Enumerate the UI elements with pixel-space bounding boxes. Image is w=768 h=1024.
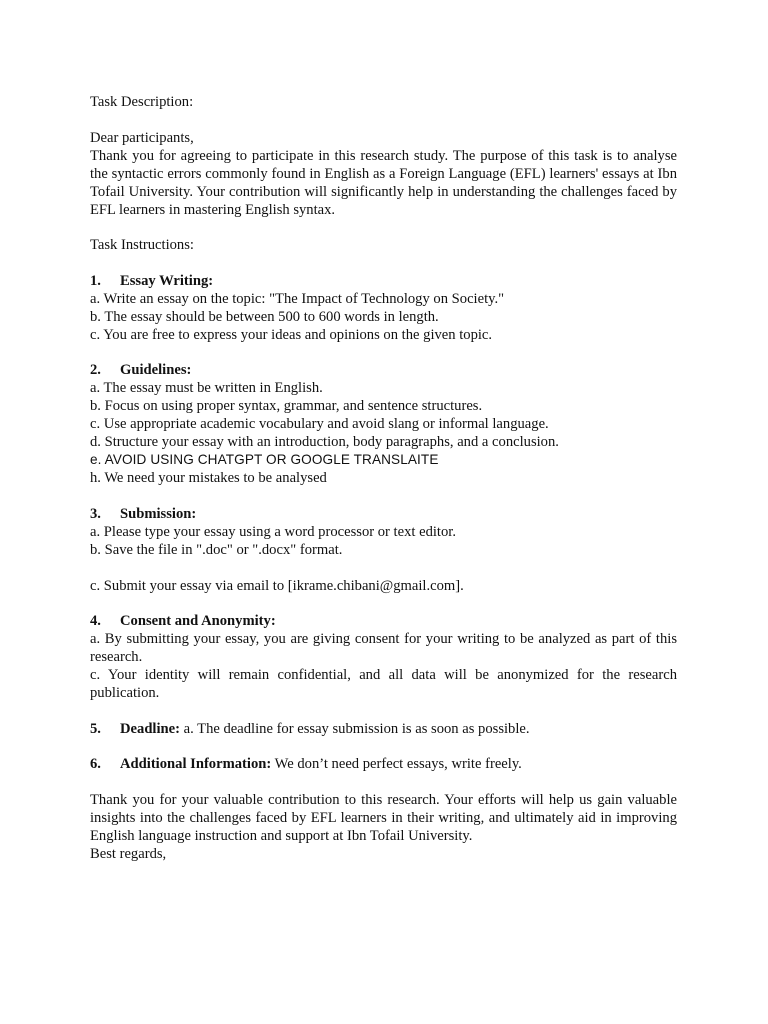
- section-heading: [90, 272, 677, 290]
- list-item: c. Your identity will remain confidential, and all data will be anonymized for the research publication.: [90, 667, 677, 702]
- list-item: a. By submitting your essay, you are giving consent for your writing to be analyzed as part of this research.: [90, 631, 677, 666]
- greeting: Dear participants,: [90, 129, 194, 146]
- list-item: d. Structure your essay with an introduction, body paragraphs, and a conclusion.: [90, 434, 559, 451]
- list-item: c. You are free to express your ideas and opinions on the given topic.: [90, 326, 493, 343]
- section-title: Additional Information:: [120, 756, 272, 773]
- section-number: 5.: [90, 720, 101, 737]
- section-number: 6.: [90, 756, 101, 773]
- section-essay-writing: [90, 272, 677, 344]
- section-heading: [90, 612, 677, 630]
- section-deadline: [90, 720, 677, 738]
- list-item: c. Use appropriate academic vocabulary and avoid slang or informal language.: [90, 416, 549, 433]
- section-heading: [90, 361, 677, 379]
- intro-paragraph: Thank you for agreeing to participate in this research study. The purpose of this task is to analyse the syntactic errors commonly found in English as a Foreign Language (EFL) learners' essays at Ibn Tofail University. Your contribution will significantly help in understanding the challenges faced by EFL learners in mastering English syntax.: [90, 147, 677, 218]
- list-item: a. Please type your essay using a word processor or text editor.: [90, 523, 456, 540]
- list-item-warning: e. AVOID USING CHATGPT OR GOOGLE TRANSLAITE: [90, 452, 439, 468]
- section-consent-anonymity: [90, 612, 677, 702]
- section-guidelines: [90, 361, 677, 487]
- section-submission: [90, 505, 677, 595]
- task-description-heading: Task Description:: [90, 94, 194, 110]
- section-number: 3.: [90, 505, 101, 522]
- section-text: We don’t need perfect essays, write freely.: [271, 756, 522, 773]
- section-title: Deadline:: [120, 720, 180, 737]
- section-number: 4.: [90, 613, 101, 630]
- section-number: 2.: [90, 362, 101, 379]
- section-title: Submission:: [120, 505, 197, 522]
- closing-paragraph: Thank you for your valuable contribution to this research. Your efforts will help us gain valuable insights into the challenges faced by EFL learners in their writing, and ultimately aid in improving English language instruction and support at Ibn Tofail University.: [90, 791, 677, 844]
- list-item: h. We need your mistakes to be analysed: [90, 470, 327, 487]
- document-page: [90, 93, 677, 863]
- sign-off: Best regards,: [90, 845, 167, 862]
- list-item: b. Focus on using proper syntax, grammar, and sentence structures.: [90, 398, 483, 415]
- list-item: b. The essay should be between 500 to 600 words in length.: [90, 308, 439, 325]
- list-item: a. Write an essay on the topic: "The Impact of Technology on Society.": [90, 290, 505, 307]
- list-item: b. Save the file in ".doc" or ".docx" format.: [90, 541, 343, 558]
- task-instructions-heading: Task Instructions:: [90, 237, 194, 254]
- section-heading: [90, 505, 677, 523]
- section-title: Guidelines:: [120, 362, 192, 379]
- section-text: a. The deadline for essay submission is as soon as possible.: [180, 720, 530, 737]
- section-title: Essay Writing:: [120, 272, 214, 289]
- section-additional-information: [90, 755, 677, 773]
- list-item: a. The essay must be written in English.: [90, 380, 323, 397]
- list-item-email: c. Submit your essay via email to [ikrame.chibani@gmail.com].: [90, 577, 464, 594]
- section-number: 1.: [90, 272, 101, 289]
- section-title: Consent and Anonymity:: [120, 613, 276, 630]
